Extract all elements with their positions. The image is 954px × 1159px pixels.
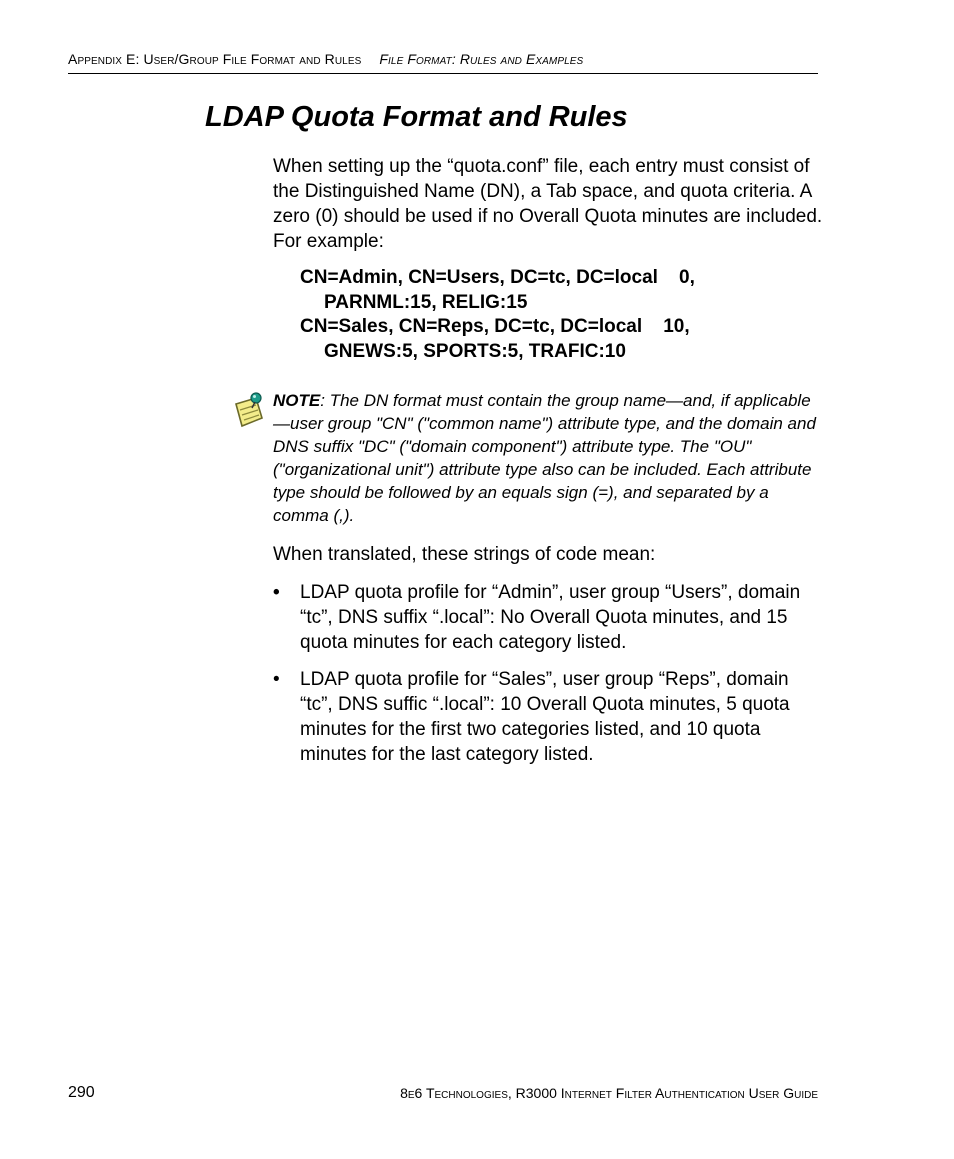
note-text [273,389,823,528]
code-example [300,266,820,364]
page-title: LDAP Quota Format and Rules [205,101,628,133]
note-label: NOTE [273,391,321,410]
code-line: CN=Sales, CN=Reps, DC=tc, DC=local 10, [300,316,690,337]
list-item-text: LDAP quota profile for “Sales”, user group “Reps”, domain “tc”, DNS suffic “.local”: 10 Overall Quota minutes, 5 quota minutes for the first two categories listed, and 10 quota minutes for the last category listed. [300,669,790,765]
running-header [68,50,818,68]
code-line: CN=Admin, CN=Users, DC=tc, DC=local 0, [300,267,695,288]
page-number: 290 [68,1084,95,1101]
header-chapter: Appendix E: User/Group File Format and Rules [68,51,362,67]
bullet-icon: • [273,582,280,603]
code-line: GNEWS:5, SPORTS:5, TRAFIC:10 [324,340,626,362]
header-rule [68,73,818,74]
code-line: PARNML:15, RELIG:15 [324,291,528,313]
note-pushpin-icon [226,390,268,432]
list-item-text: LDAP quota profile for “Admin”, user group “Users”, domain “tc”, DNS suffix “.local”: No Overall Quota minutes, and 15 quota minutes for each category listed. [300,582,801,653]
header-section: File Format: Rules and Examples [379,51,584,67]
bullet-icon: • [273,669,280,690]
intro-paragraph: When setting up the “quota.conf” file, each entry must consist of the Distinguished Name (DN), a Tab space, and quota criteria. A zero (0) should be used if no Overall Quota minutes are included. For example: [273,156,823,252]
translated-intro: When translated, these strings of code mean: [273,544,656,565]
note-body: : The DN format must contain the group name—and, if applicable—user group "CN" ("common name") attribute type, and the domain and DNS suffix "DC" ("domain component") attribute type. The "OU" ("organizational unit") attribute type also can be included. Each attribute type should be followed by an equals sign (=), and separated by a comma (,). [273,391,816,526]
running-footer: 8e6 Technologies, R3000 Internet Filter Authentication User Guide [400,1085,818,1101]
